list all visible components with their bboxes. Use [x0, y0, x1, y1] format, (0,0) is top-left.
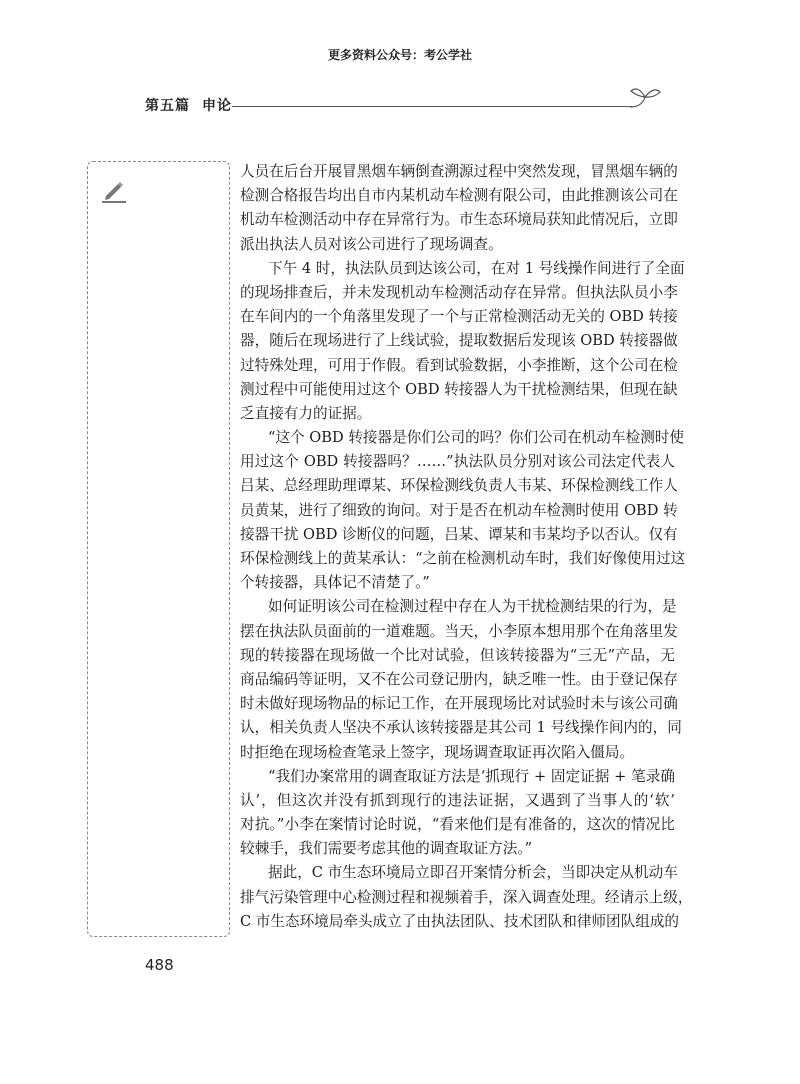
paragraph — [240, 160, 678, 257]
body-text — [240, 160, 693, 934]
text-line: 现的转接器在现场做一个比对试验，但该转接器为“三无”产品，无 — [240, 646, 675, 664]
text-line: C 市生态环境局牵头成立了由执法团队、技术团队和律师团队组成的 — [240, 912, 680, 930]
text-line: “这个 OBD 转接器是你们公司的吗？你们公司在机动车检测时使 — [268, 429, 684, 447]
text-line: 派出执法人员对该公司进行了现场调查。 — [240, 235, 503, 253]
text-line: 过特殊处理，可用于作假。看到试验数据，小李推断，这个公司在检 — [240, 356, 678, 374]
chapter-title: 申论 — [202, 98, 232, 114]
text-line: 的现场排查后，并未发现机动车检测活动存在异常。但执法队员小李 — [240, 283, 678, 301]
paragraph — [240, 595, 682, 764]
text-line: 乏直接有力的证据。 — [240, 404, 372, 422]
text-line: 认，相关负责人坚决不承认该转接器是其公司 1 号线操作间内的，同 — [240, 719, 682, 737]
sprout-icon — [628, 83, 662, 111]
text-line: 测过程中可能使用过这个 OBD 转接器人为干扰检测结果，但现在缺 — [240, 380, 678, 398]
text-line: 接器干扰 OBD 诊断仪的问题，吕某、谭某和韦某均予以否认。仅有 — [240, 525, 678, 543]
source-banner: 更多资料公众号：考公学社 — [327, 48, 472, 62]
text-line: 商品编码等证明，又不在公司登记册内，缺乏唯一性。由于登记保存 — [240, 670, 678, 688]
text-line: 机动车检测活动中存在异常行为。市生态环境局获知此情况后，立即 — [240, 211, 678, 229]
text-line: 排气污染管理中心检测过程和视频着手，深入调查处理。经请示上级， — [240, 888, 693, 906]
text-line: 用过这个 OBD 转接器吗？……”执法队员分别对该公司法定代表人 — [240, 453, 675, 471]
text-line: 检测合格报告均出自市内某机动车检测有限公司，由此推测该公司在 — [240, 187, 678, 205]
notes-margin — [87, 161, 230, 937]
text-line: “我们办案常用的调查取证方法是‘抓现行 + 固定证据 + 笔录确 — [268, 767, 675, 785]
chapter-part: 第五篇 — [145, 98, 190, 114]
text-line: 人员在后台开展冒黑烟车辆倒查溯源过程中突然发现，冒黑烟车辆的 — [240, 163, 678, 180]
paragraph — [240, 765, 675, 862]
text-line: 认’，但这次并没有抓到现行的违法证据，又遇到了当事人的‘软’ — [240, 791, 675, 809]
text-line: 时拒绝在现场检查笔录上签字，现场调查取证再次陷入僵局。 — [240, 743, 635, 761]
text-line: 个转接器，具体记不清楚了。” — [240, 574, 430, 592]
text-line: 吕某、总经理助理谭某、环保检测线负责人韦某、环保检测线工作人 — [240, 477, 678, 495]
text-line: 较棘手，我们需要考虑其他的调查取证方法。” — [240, 840, 533, 858]
page-number: 488 — [145, 956, 174, 974]
pencil-icon — [100, 176, 128, 204]
paragraph — [240, 426, 686, 595]
header-rule — [232, 106, 632, 107]
text-line: 员黄某，进行了细致的询问。对于是否在机动车检测时使用 OBD 转 — [240, 501, 678, 519]
text-line: 摆在执法队员面前的一道难题。当天，小李原本想用那个在角落里发 — [240, 622, 678, 640]
text-line: 器，随后在现场进行了上线试验，提取数据后发现该 OBD 转接器做 — [240, 332, 678, 350]
text-line: 时未做好现场物品的标记工作，在开展现场比对试验时未与该公司确 — [240, 695, 678, 713]
paragraph — [240, 257, 685, 426]
paragraph — [240, 861, 693, 934]
text-line: 对抗。”小李在案情讨论时说，“看来他们是有准备的，这次的情况比 — [240, 816, 675, 834]
text-line: 如何证明该公司在检测过程中存在人为干扰检测结果的行为，是 — [268, 598, 677, 616]
text-line: 在车间内的一个角落里发现了一个与正常检测活动无关的 OBD 转接 — [240, 308, 678, 326]
text-line: 据此，C 市生态环境局立即召开案情分析会，当即决定从机动车 — [268, 864, 678, 882]
text-line: 下午 4 时，执法队员到达该公司，在对 1 号线操作间进行了全面 — [268, 259, 685, 277]
text-line: 环保检测线上的黄某承认：“之前在检测机动车时，我们好像使用过这 — [240, 550, 686, 567]
chapter-heading — [145, 95, 232, 115]
